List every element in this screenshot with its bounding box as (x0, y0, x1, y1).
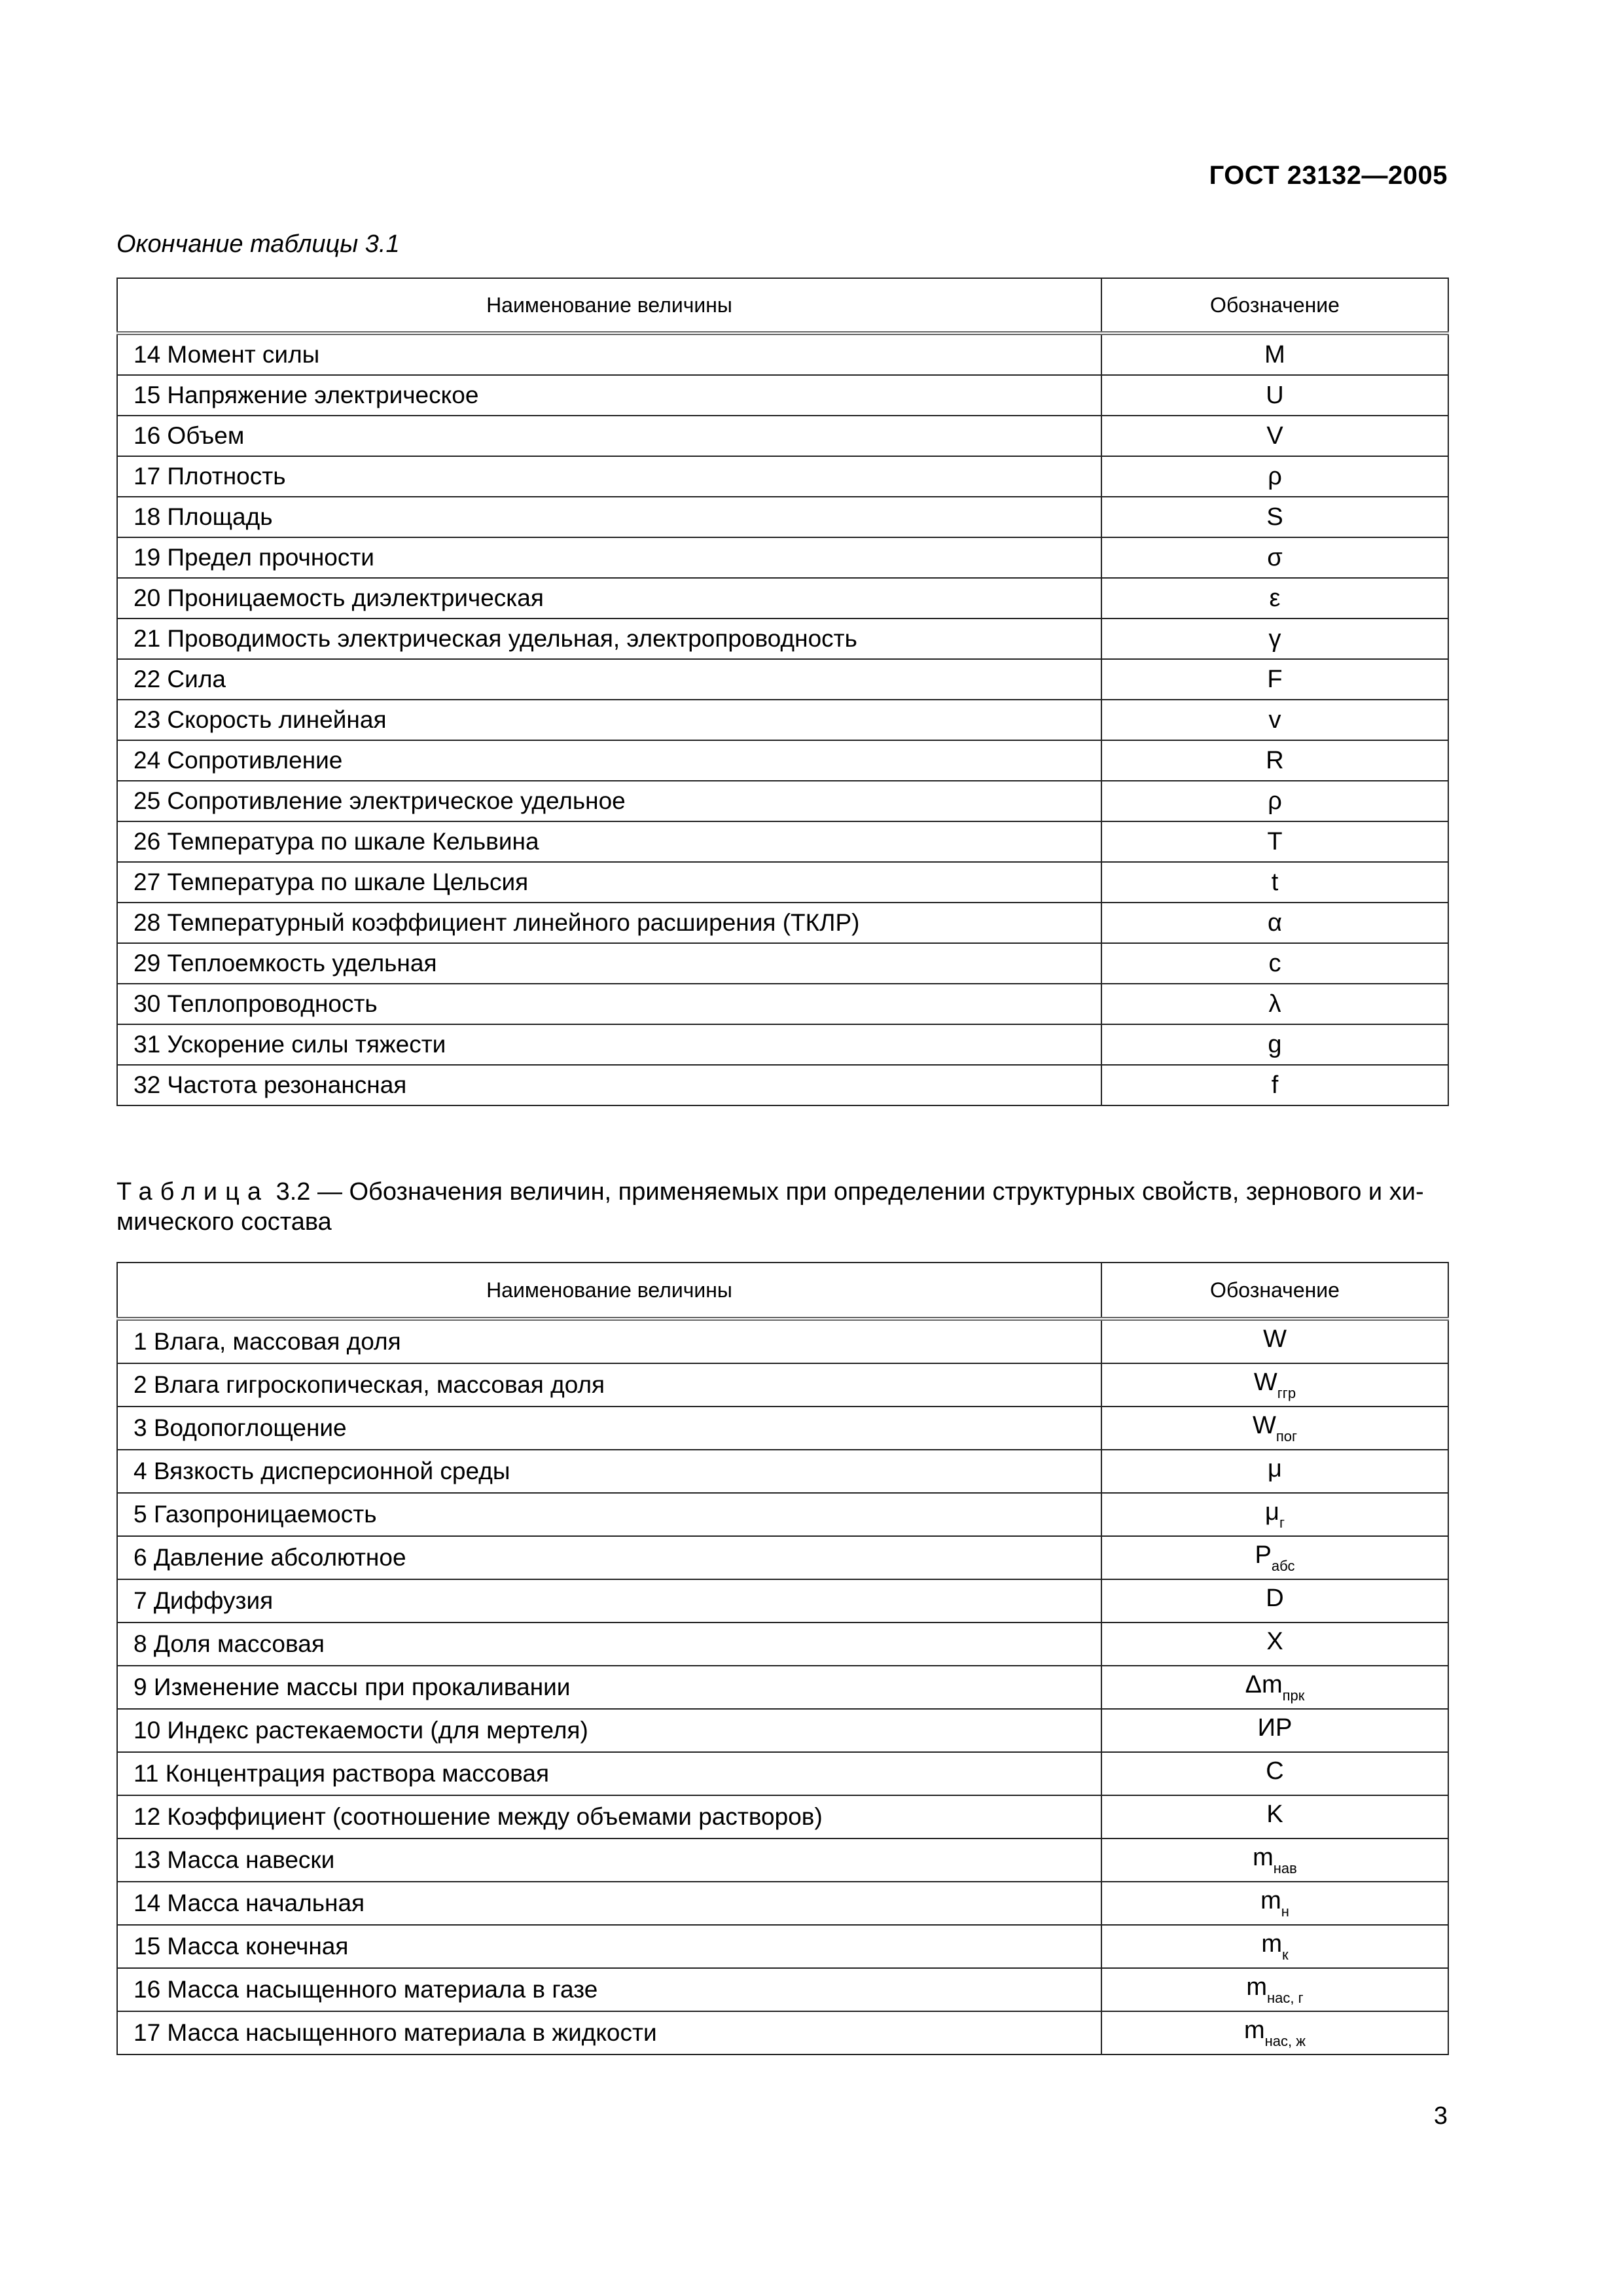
quantity-name: 14 Момент силы (117, 333, 1101, 375)
quantity-symbol (1101, 1882, 1448, 1925)
table-row (117, 943, 1448, 984)
symbol-subscript: пог (1275, 1427, 1298, 1444)
quantity-symbol (1101, 781, 1448, 821)
symbol-main: R (1266, 746, 1284, 774)
quantity-name: 29 Теплоемкость удельная (117, 943, 1101, 984)
symbol-main: ε (1269, 584, 1281, 612)
table2 (116, 1262, 1449, 2055)
page-number: 3 (1433, 2102, 1448, 2130)
quantity-name: 15 Напряжение электрическое (117, 375, 1101, 416)
quantity-name: 16 Масса насыщенного материала в газе (117, 1968, 1101, 2011)
quantity-symbol (1101, 1319, 1448, 1363)
table-row (117, 1024, 1448, 1065)
symbol-main: v (1268, 706, 1281, 734)
quantity-symbol (1101, 659, 1448, 700)
quantity-symbol (1101, 1579, 1448, 1623)
quantity-symbol (1101, 700, 1448, 740)
quantity-name: 7 Диффузия (117, 1579, 1101, 1623)
symbol-main: m (1260, 1886, 1281, 1914)
table-row (117, 1839, 1448, 1882)
symbol-subscript: г (1279, 1514, 1285, 1531)
quantity-name: 23 Скорость линейная (117, 700, 1101, 740)
quantity-name: 14 Масса начальная (117, 1882, 1101, 1925)
symbol-main: t (1271, 868, 1279, 896)
table2-col-name-header: Наименование величины (117, 1263, 1101, 1319)
table-row (117, 1882, 1448, 1925)
table1-col-sym-header: Обозначение (1101, 278, 1448, 333)
table-row (117, 537, 1448, 578)
table-row (117, 1363, 1448, 1407)
symbol-main: g (1268, 1030, 1282, 1058)
quantity-name: 31 Ускорение силы тяжести (117, 1024, 1101, 1065)
table-row (117, 740, 1448, 781)
quantity-symbol (1101, 2011, 1448, 2054)
quantity-symbol (1101, 1795, 1448, 1839)
quantity-symbol (1101, 1407, 1448, 1450)
quantity-name: 2 Влага гигроскопическая, массовая доля (117, 1363, 1101, 1407)
table-row (117, 1623, 1448, 1666)
table2-caption-label: Таблица (116, 1178, 269, 1206)
quantity-name: 3 Водопоглощение (117, 1407, 1101, 1450)
table2-col-sym-header: Обозначение (1101, 1263, 1448, 1319)
quantity-name: 28 Температурный коэффициент линейного расширения (ТКЛР) (117, 903, 1101, 943)
quantity-name: 12 Коэффициент (соотношение между объемами растворов) (117, 1795, 1101, 1839)
table-row (117, 984, 1448, 1024)
quantity-name: 17 Масса насыщенного материала в жидкости (117, 2011, 1101, 2054)
table-row (117, 862, 1448, 903)
table-row (117, 1968, 1448, 2011)
symbol-main: μ (1268, 1454, 1282, 1482)
symbol-main: m (1253, 1843, 1274, 1871)
quantity-name: 5 Газопроницаемость (117, 1493, 1101, 1536)
symbol-subscript: прк (1282, 1687, 1305, 1704)
quantity-symbol (1101, 578, 1448, 619)
table-row (117, 1795, 1448, 1839)
quantity-symbol (1101, 1024, 1448, 1065)
table-row (117, 821, 1448, 862)
quantity-symbol (1101, 821, 1448, 862)
table2-caption (116, 1177, 1445, 1237)
quantity-name: 9 Изменение массы при прокаливании (117, 1666, 1101, 1709)
quantity-name: 21 Проводимость электрическая удельная, электропроводность (117, 619, 1101, 659)
quantity-symbol (1101, 1709, 1448, 1752)
symbol-subscript: к (1282, 1946, 1289, 1963)
quantity-symbol (1101, 1968, 1448, 2011)
symbol-subscript: нав (1273, 1859, 1297, 1876)
symbol-main: V (1266, 422, 1283, 450)
table-row (117, 456, 1448, 497)
quantity-symbol (1101, 497, 1448, 537)
quantity-symbol (1101, 1363, 1448, 1407)
symbol-main: m (1244, 2016, 1265, 2044)
quantity-symbol (1101, 1536, 1448, 1579)
table-row (117, 1709, 1448, 1752)
quantity-name: 32 Частота резонансная (117, 1065, 1101, 1105)
symbol-main: σ (1267, 543, 1283, 571)
symbol-main: W (1263, 1325, 1287, 1353)
quantity-name: 15 Масса конечная (117, 1925, 1101, 1968)
symbol-subscript: абс (1271, 1557, 1295, 1574)
quantity-symbol (1101, 1065, 1448, 1105)
symbol-main: W (1252, 1411, 1276, 1439)
quantity-symbol (1101, 375, 1448, 416)
symbol-main: ИР (1257, 1713, 1293, 1742)
quantity-name: 16 Объем (117, 416, 1101, 456)
table-row (117, 1752, 1448, 1795)
table-row (117, 619, 1448, 659)
quantity-symbol (1101, 1752, 1448, 1795)
quantity-symbol (1101, 1925, 1448, 1968)
quantity-name: 13 Масса навески (117, 1839, 1101, 1882)
table-row (117, 416, 1448, 456)
quantity-symbol (1101, 862, 1448, 903)
symbol-main: Δm (1245, 1670, 1283, 1698)
table-row (117, 1319, 1448, 1363)
table-row (117, 578, 1448, 619)
quantity-name: 25 Сопротивление электрическое удельное (117, 781, 1101, 821)
table1-col-name-header: Наименование величины (117, 278, 1101, 333)
quantity-name: 26 Температура по шкале Кельвина (117, 821, 1101, 862)
symbol-subscript: н (1281, 1903, 1289, 1920)
quantity-symbol (1101, 740, 1448, 781)
table-row (117, 781, 1448, 821)
table-row (117, 333, 1448, 375)
quantity-symbol (1101, 943, 1448, 984)
symbol-main: α (1268, 908, 1282, 937)
quantity-name: 27 Температура по шкале Цельсия (117, 862, 1101, 903)
symbol-main: X (1266, 1627, 1283, 1655)
document-code: ГОСТ 23132—2005 (1209, 161, 1448, 190)
symbol-main: M (1264, 340, 1285, 368)
symbol-main: ρ (1268, 462, 1282, 490)
quantity-name: 8 Доля массовая (117, 1623, 1101, 1666)
table-row (117, 1536, 1448, 1579)
symbol-main: T (1267, 827, 1283, 855)
quantity-name: 1 Влага, массовая доля (117, 1319, 1101, 1363)
symbol-subscript: ггр (1277, 1384, 1296, 1401)
table2-caption-text: 3.2 — Обозначения величин, применяемых при определении структурных свойств, зернового и хи-мического состава (116, 1178, 1424, 1236)
symbol-main: λ (1268, 990, 1281, 1018)
table2-body (117, 1319, 1448, 2054)
table-row (117, 1493, 1448, 1536)
symbol-main: γ (1268, 624, 1281, 653)
symbol-main: m (1261, 1929, 1283, 1958)
quantity-symbol (1101, 1839, 1448, 1882)
table1-caption: Окончание таблицы 3.1 (116, 230, 400, 258)
quantity-name: 11 Концентрация раствора массовая (117, 1752, 1101, 1795)
symbol-main: c (1268, 949, 1281, 977)
symbol-subscript: нас, ж (1264, 2032, 1306, 2049)
quantity-symbol (1101, 1450, 1448, 1493)
quantity-symbol (1101, 1666, 1448, 1709)
table-row (117, 903, 1448, 943)
quantity-name: 19 Предел прочности (117, 537, 1101, 578)
table1 (116, 278, 1449, 1106)
quantity-symbol (1101, 416, 1448, 456)
table-row (117, 375, 1448, 416)
symbol-main: ρ (1268, 787, 1282, 815)
symbol-subscript: нас, г (1267, 1989, 1304, 2006)
table1-body (117, 333, 1448, 1105)
table-row (117, 1666, 1448, 1709)
table-row (117, 659, 1448, 700)
quantity-symbol (1101, 984, 1448, 1024)
symbol-main: F (1267, 665, 1283, 693)
quantity-name: 22 Сила (117, 659, 1101, 700)
table-row (117, 700, 1448, 740)
quantity-symbol (1101, 537, 1448, 578)
quantity-name: 4 Вязкость дисперсионной среды (117, 1450, 1101, 1493)
quantity-name: 10 Индекс растекаемости (для мертеля) (117, 1709, 1101, 1752)
table1-header-row (117, 278, 1448, 333)
symbol-main: W (1253, 1368, 1277, 1396)
table-row (117, 1579, 1448, 1623)
symbol-main: P (1255, 1541, 1272, 1569)
quantity-name: 24 Сопротивление (117, 740, 1101, 781)
table-row (117, 2011, 1448, 2054)
quantity-name: 20 Проницаемость диэлектрическая (117, 578, 1101, 619)
quantity-symbol (1101, 903, 1448, 943)
quantity-symbol (1101, 1623, 1448, 1666)
quantity-name: 6 Давление абсолютное (117, 1536, 1101, 1579)
quantity-name: 17 Плотность (117, 456, 1101, 497)
quantity-symbol (1101, 333, 1448, 375)
symbol-main: μ (1265, 1498, 1279, 1526)
symbol-main: D (1266, 1584, 1284, 1612)
quantity-symbol (1101, 1493, 1448, 1536)
quantity-symbol (1101, 619, 1448, 659)
symbol-main: f (1271, 1071, 1279, 1099)
table-row (117, 497, 1448, 537)
quantity-name: 30 Теплопроводность (117, 984, 1101, 1024)
table-row (117, 1065, 1448, 1105)
quantity-symbol (1101, 456, 1448, 497)
symbol-main: m (1246, 1973, 1267, 2001)
quantity-name: 18 Площадь (117, 497, 1101, 537)
table-row (117, 1407, 1448, 1450)
table-row (117, 1450, 1448, 1493)
symbol-main: U (1266, 381, 1284, 409)
symbol-main: C (1266, 1757, 1284, 1785)
table2-header-row (117, 1263, 1448, 1319)
symbol-main: K (1266, 1800, 1283, 1828)
table-row (117, 1925, 1448, 1968)
symbol-main: S (1266, 503, 1283, 531)
